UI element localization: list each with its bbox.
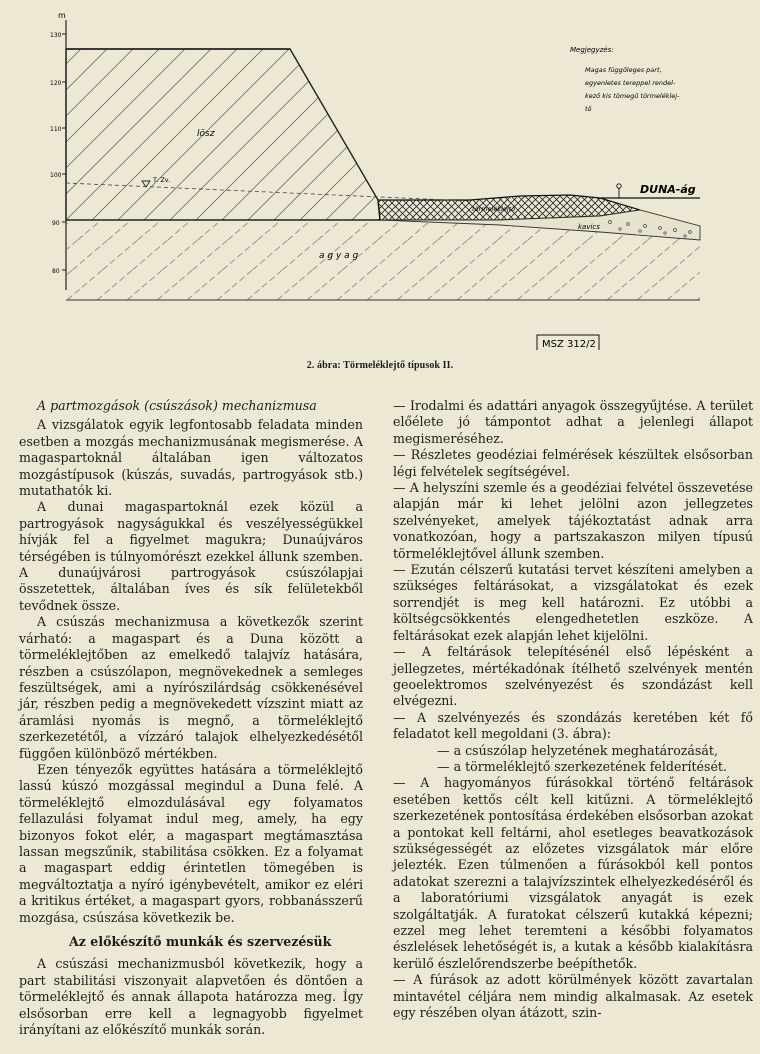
list-item: — Irodalmi és adattári anyagok összegyűjtése. A terület előélete jó támpontot adhat a jelenlegi állapot megismeréséhez. <box>393 398 753 446</box>
note-line: Magas függőleges part, <box>585 66 662 74</box>
cross-section-figure <box>0 0 760 350</box>
label-loess: lösz <box>197 129 215 139</box>
y-axis <box>50 11 66 290</box>
water-level-marker-icon <box>617 184 621 188</box>
label-talus: törmeléklejtő <box>472 205 516 213</box>
y-tick-label: 120 <box>50 80 62 87</box>
list-item: — A fúrások az adott körülmények között zavartalan mintavétel céljára nem mindig alkalmasak. Az esetek egy részében olyan átázott, szin- <box>393 972 753 1021</box>
label-groundwater: T. Zv. <box>153 176 171 184</box>
y-tick-label: 100 <box>50 172 62 179</box>
list-item: — Részletes geodéziai felmérések készültek elsősorban légi felvételek segítségével. <box>393 447 753 479</box>
y-tick-label: 90 <box>52 220 60 227</box>
note-line: tő <box>585 105 592 113</box>
paragraph: A csúszási mechanizmusból következik, hogy a part stabilitási viszonyait alapvetően és döntően a törmeléklejtő és annak állapota határozza meg. Így elsősorban erre kell a legnagyobb figyelmet irányítani az előkészítő munkák során. <box>19 956 363 1038</box>
left-column <box>19 398 363 1038</box>
list-item: — A feltárások telepítésénél első lépésként a jellegzetes, mértékadónak ítélhető szelvények mentén geoelektromos szelvényezést és szondázást kell elvégezni. <box>393 644 753 709</box>
right-column <box>393 398 753 1021</box>
figure-caption: 2. ábra: Törmeléklejtő típusok II. <box>306 360 454 371</box>
y-tick-label: 110 <box>50 126 62 133</box>
paragraph: A dunai magaspartoknál ezek közül a partrogyások nagyságukkal és veszélyességükkel hívják fel a figyelmet magukra; Dunaújváros térségében is túlnyomórészt ezekkel állunk szemben. A dunaújvárosi partrogyások csúszólapjai összetettek, általában íves és sík felületekből tevődnek össze. <box>19 499 363 613</box>
label-gravel: kavics <box>578 223 600 231</box>
label-clay: a g y a g <box>319 251 359 261</box>
label-river: DUNA-ág <box>640 183 696 196</box>
note-title: Megjegyzés: <box>570 46 614 54</box>
note-line: kező kis tömegű törmeléklej- <box>585 92 680 100</box>
sub-list-item: — a törmeléklejtő szerkezetének felderítését. <box>437 758 727 774</box>
figure-note <box>570 46 680 113</box>
sub-list-item: — a csúszólap helyzetének meghatározását, <box>437 742 718 758</box>
standard-stamp: MSZ 312/2 <box>542 339 596 350</box>
list-item: — A hagyományos fúrásokkal történő feltárások esetében kettős célt kell kitűzni. A törmeléklejtő szerkezetének pontosítása érdekében elsősorban azokat a pontokat kell feltárni, ahol esetleges beavatkozások szükségességét az előzetes vizsgálatok már előre jelezték. Ezen túlmenően a fúrásokból kell pontos adatokat szerezni a talajvízszintek elhelyezkedéséről és a laboratóriumi vizsgálatok anyagát is ezek szolgáltatják. A furatokat célszerű kutakká képezni; ezzel meg lehet teremteni a későbbi folyamatos észlelések lehetőségét is, a kutak a később kialakításra kerülő észlelőrendszerbe beépíthetők. <box>393 775 753 971</box>
note-line: egyenletes tereppel rendel- <box>585 79 676 87</box>
y-tick-label: 130 <box>50 32 62 39</box>
paragraph: A vizsgálatok egyik legfontosabb feladata minden esetben a mozgás mechanizmusának megismerése. A magaspartoknál általában igen változatos mozgástípusok (kúszás, suvadás, partrogyások stb.) mutathatók ki. <box>19 417 363 499</box>
y-axis-unit: m <box>58 11 66 20</box>
loess-layer <box>66 49 380 220</box>
section-heading-preparation: Az előkészítő munkák és szervezésük <box>69 934 332 949</box>
list-item: — Ezután célszerű kutatási tervet készíteni amelyben a szükséges feltárásokat, a vizsgálatokat és ezek sorrendjét is meg kell határozni. Ez utóbbi a költségcsökkentés elengedhetetlen eszköze. A feltárásokat ezek alapján lehet kijelölni. <box>393 562 753 643</box>
section-title-mechanism: A partmozgások (csúszások) mechanizmusa <box>37 398 317 413</box>
paragraph: A csúszás mechanizmusa a következők szerint várható: a magaspart és a Duna között a törmeléklejtőben az emelkedő talajvíz hatására, részben a csúszólapon, megnövekednek a semleges feszültségek, ami a nyírószilárdság csökkenésével jár, részben pedig a megnövekedett vízszint miatt az áramlási nyomás is megnő, a törmeléklejtő szerkezetétől, a vízzáró talajok elhelyezkedésétől függően különböző mértékben. <box>19 614 363 761</box>
list-item: — A szelvényezés és szondázás keretében két fő feladatot kell megoldani (3. ábra): <box>393 709 753 742</box>
list-item: — A helyszíni szemle és a geodéziai felvétel összevetése alapján már ki lehet jelölni azon jellegzetes szelvényeket, amelyek tájékoztatást adnak arra vonatkozóan, hogy a partszakaszon milyen típusú törmeléklejtővel állunk szemben. <box>393 480 753 561</box>
y-tick-label: 80 <box>52 268 60 275</box>
paragraph: Ezen tényezők együttes hatására a törmeléklejtő lassú kúszó mozgással megindul a Duna felé. A törmeléklejtő elmozdulásával egy folyamatos fellazulási folyamat indul meg, amely, ha egy bizonyos fokot elér, a magaspart megtámasztása lassan megszűnik, stabilitása csökken. Ez a folyamat a magaspart eddig érintetlen tömegében is megváltoztatja a nyíró igénybevételt, amikor ez eléri a kritikus értéket, a magaspart gyors, robbanásszerű mozgása, csúszása következik be. <box>19 761 363 925</box>
